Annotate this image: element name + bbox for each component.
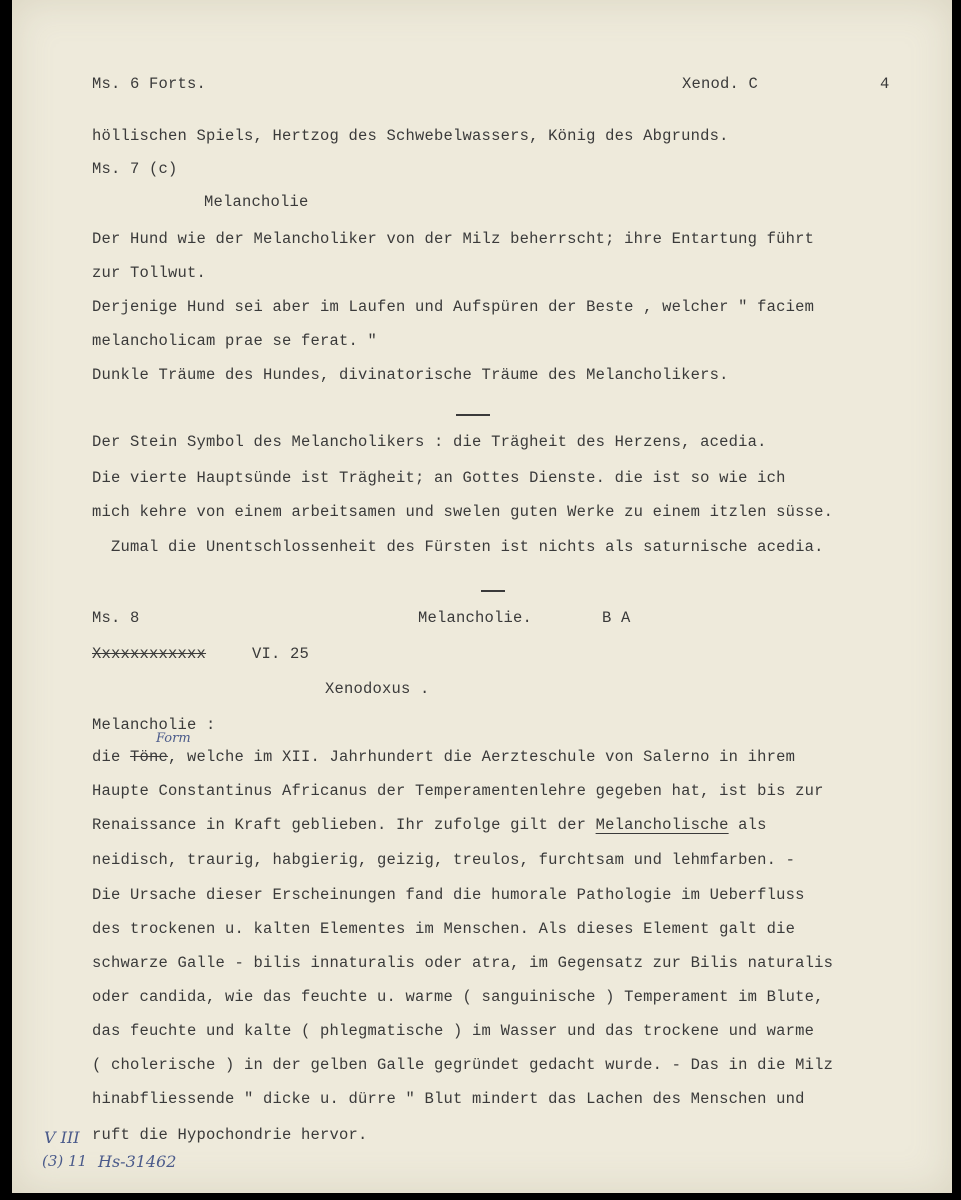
text-fragment: Renaissance in Kraft geblieben. Ihr zufolge gilt der	[92, 816, 596, 834]
header-center: Xenod. C	[682, 75, 759, 93]
text-line: zur Tollwut.	[92, 264, 207, 282]
page-number: 4	[880, 75, 890, 93]
archive-mark: (3) 11	[42, 1152, 88, 1170]
struck-text: Xxxxxxxxxxxx	[92, 645, 207, 663]
text-line: neidisch, traurig, habgierig, geizig, treulos, furchtsam und lehmfarben. -	[92, 851, 796, 869]
subtitle: Xenodoxus .	[325, 680, 430, 698]
ms-label: Ms. 7 (c)	[92, 160, 178, 178]
text-line: höllischen Spiels, Hertzog des Schwebelwassers, König des Abgrunds.	[92, 127, 729, 145]
underlined-word: Melancholische	[595, 816, 729, 834]
archive-mark: V III	[44, 1128, 80, 1147]
text-line: oder candida, wie das feuchte u. warme ( sanguinische ) Temperament im Blute,	[92, 988, 824, 1006]
text-line	[92, 748, 795, 766]
section-code: B A	[602, 609, 631, 627]
heading: Melancholie :	[92, 716, 216, 734]
text-fragment: , welche im XII. Jahrhundert die Aerzteschule von Salerno in ihrem	[168, 748, 796, 766]
pencil-insert: Form	[156, 731, 191, 746]
text-line: ( cholerische ) in der gelben Galle gegründet gedacht wurde. - Das in die Milz	[92, 1056, 834, 1074]
text-line: Derjenige Hund sei aber im Laufen und Aufspüren der Beste , welcher " faciem	[92, 298, 815, 316]
document-page	[12, 0, 952, 1193]
text-line: Der Hund wie der Melancholiker von der Milz beherrscht; ihre Entartung führt	[92, 230, 815, 248]
text-line: das feuchte und kalte ( phlegmatische ) im Wasser und das trockene und warme	[92, 1022, 815, 1040]
text-line: mich kehre von einem arbeitsamen und swelen guten Werke zu einem itzlen süsse.	[92, 503, 834, 521]
text-line: Dunkle Träume des Hundes, divinatorische Träume des Melancholikers.	[92, 366, 729, 384]
archive-catalog-number: Hs-31462	[98, 1152, 177, 1171]
text-line: Zumal die Unentschlossenheit des Fürsten ist nichts als saturnische acedia.	[92, 538, 824, 556]
section-title: Melancholie	[204, 193, 309, 211]
header-left: Ms. 6 Forts.	[92, 75, 207, 93]
text-line: Der Stein Symbol des Melancholikers : die Trägheit des Herzens, acedia.	[92, 433, 767, 451]
separator-rule	[456, 414, 490, 416]
separator-rule	[481, 590, 505, 592]
text-line: schwarze Galle - bilis innaturalis oder atra, im Gegensatz zur Bilis naturalis	[92, 954, 834, 972]
text-line	[92, 816, 767, 834]
text-line: hinabfliessende " dicke u. dürre " Blut mindert das Lachen des Menschen und	[92, 1090, 805, 1108]
text-line: Haupte Constantinus Africanus der Temperamentenlehre gegeben hat, ist bis zur	[92, 782, 824, 800]
text-fragment: als	[728, 816, 767, 834]
section-title: Melancholie.	[418, 609, 533, 627]
struck-word: Töne	[130, 748, 169, 766]
text-fragment: die	[92, 748, 131, 766]
text-line: des trockenen u. kalten Elementes im Menschen. Als dieses Element galt die	[92, 920, 796, 938]
text-line: Die vierte Hauptsünde ist Trägheit; an Gottes Dienste. die ist so wie ich	[92, 469, 786, 487]
text-line: melancholicam prae se ferat. "	[92, 332, 378, 350]
ms-label: Ms. 8	[92, 609, 140, 627]
text-line: Die Ursache dieser Erscheinungen fand die humorale Pathologie im Ueberfluss	[92, 886, 805, 904]
reference: VI. 25	[252, 645, 310, 663]
text-line: ruft die Hypochondrie hervor.	[92, 1126, 368, 1144]
